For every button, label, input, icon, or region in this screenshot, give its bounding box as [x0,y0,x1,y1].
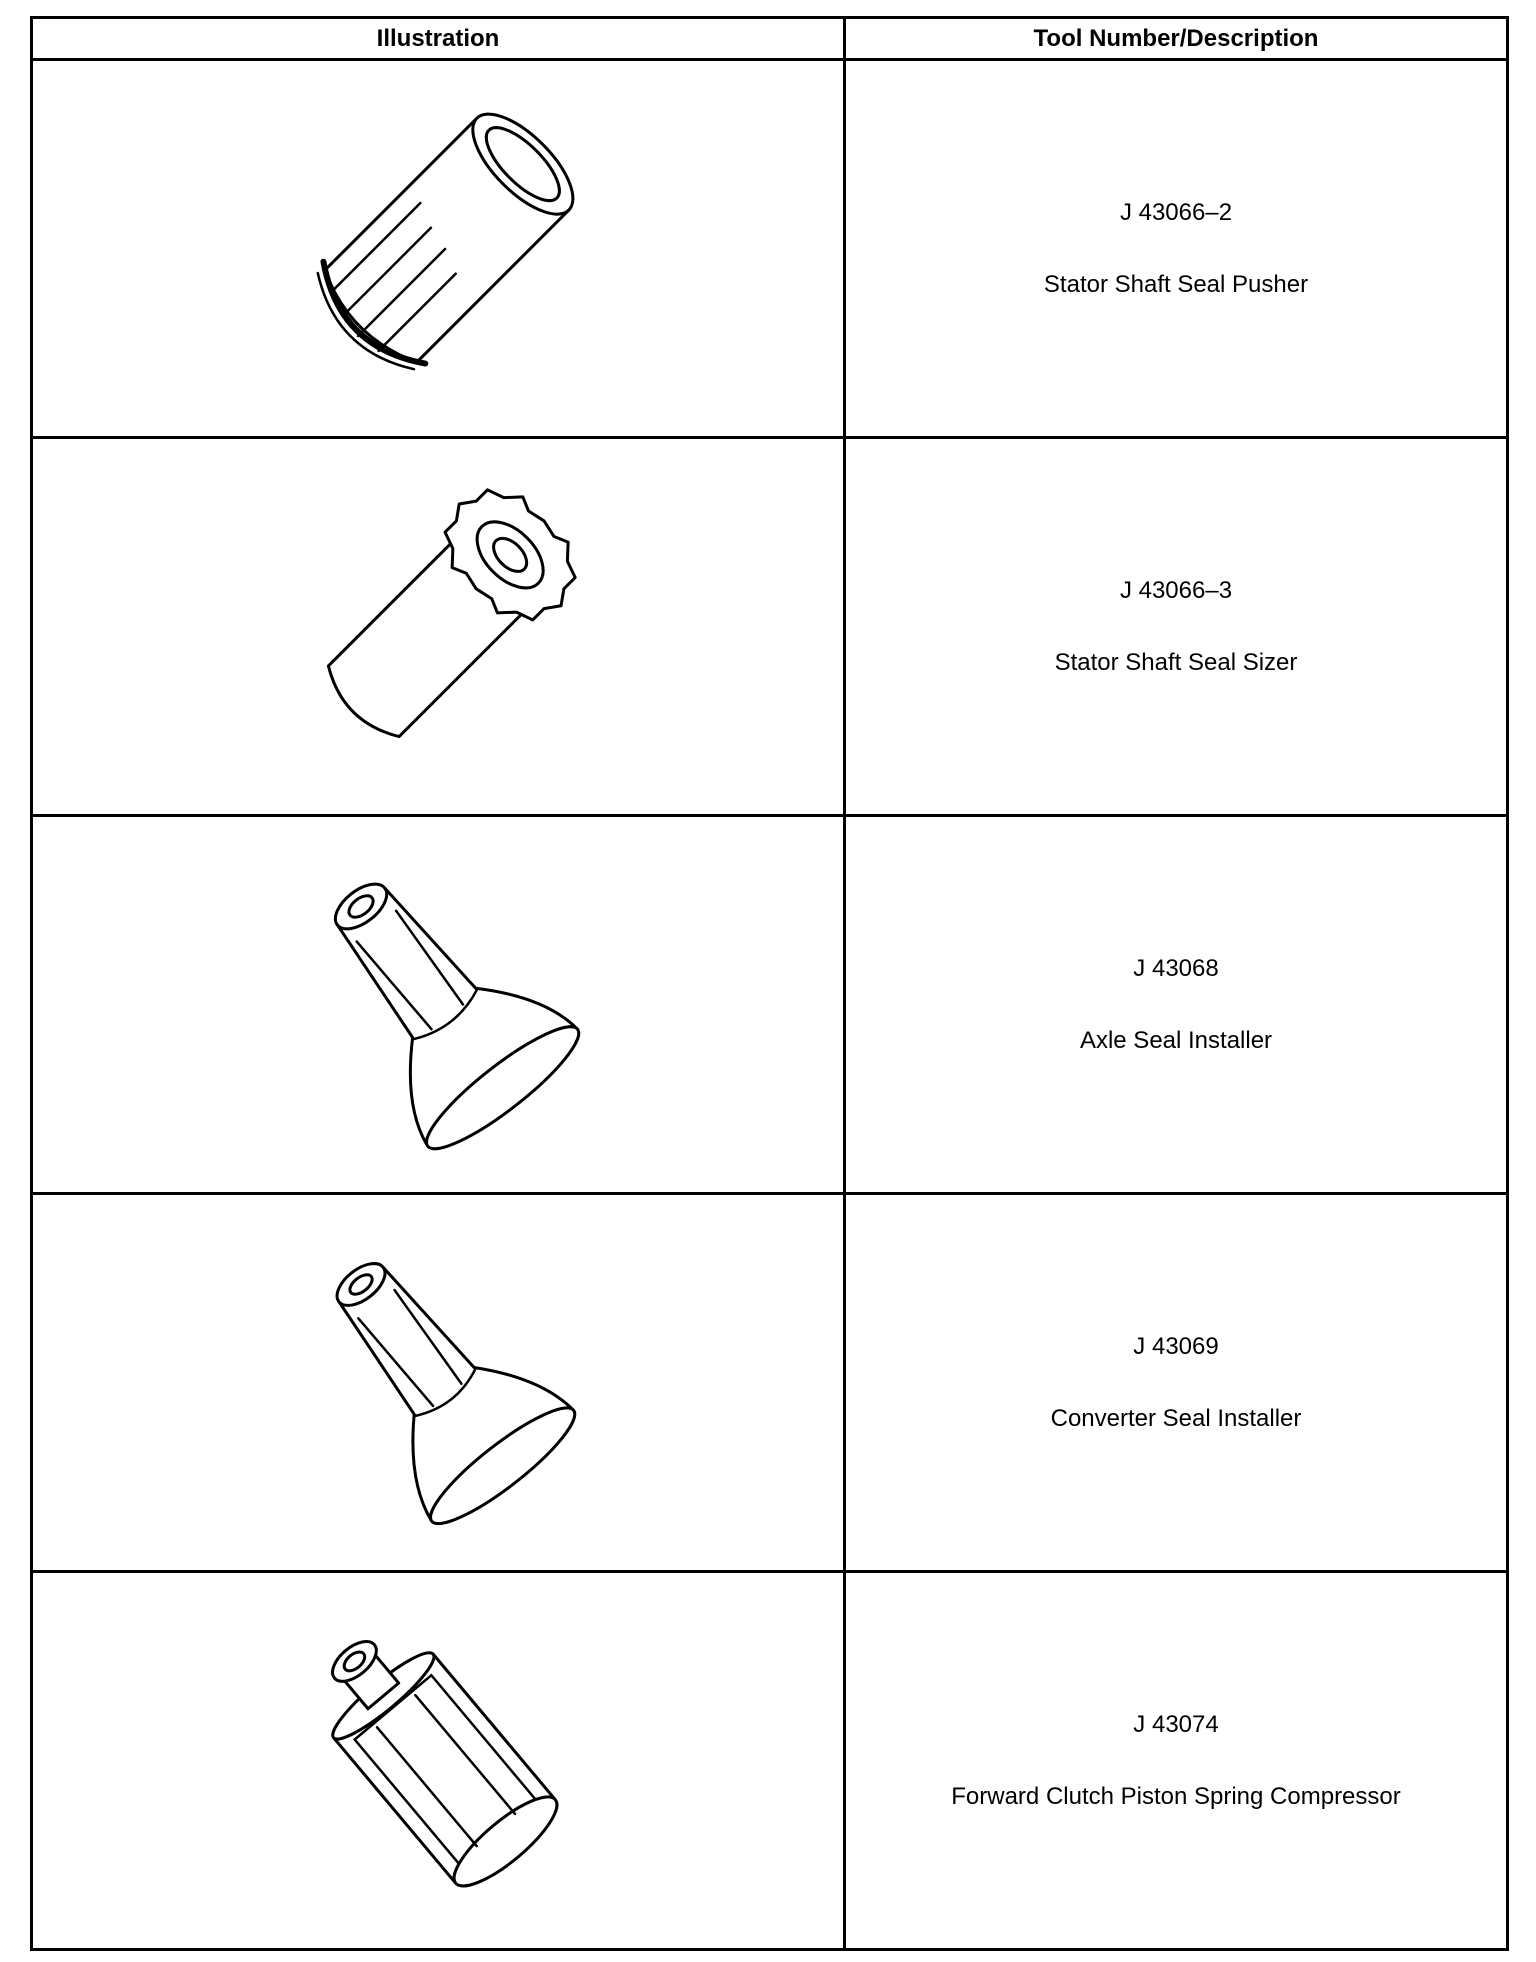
header-tool-number-description: Tool Number/Description [845,18,1508,60]
tool-number: J 43074 [1133,1710,1219,1738]
illustration-cell [32,438,845,816]
converter-seal-installer-icon [278,1223,598,1543]
illustration-cell [32,816,845,1194]
axle-seal-installer-icon [278,845,598,1165]
tool-number: J 43069 [1133,1332,1219,1360]
description-cell [845,1572,1508,1950]
tool-description: Axle Seal Installer [1079,1026,1273,1054]
tool-table [30,16,1509,1951]
table-row [32,1572,1508,1950]
table-row [32,1194,1508,1572]
tool-number: J 43066–3 [1119,576,1233,604]
tool-description: Converter Seal Installer [1050,1404,1302,1432]
header-illustration: Illustration [32,18,845,60]
table-row [32,438,1508,816]
tool-number: J 43068 [1133,954,1219,982]
tool-description: Stator Shaft Seal Pusher [1043,270,1309,298]
description-cell [845,60,1508,438]
description-cell [845,438,1508,816]
table-row [32,816,1508,1194]
description-cell [845,1194,1508,1572]
table-row [32,60,1508,438]
seal-pusher-icon [278,89,598,409]
tool-description: Forward Clutch Piston Spring Compressor [951,1782,1401,1810]
illustration-cell [32,1572,845,1950]
description-cell [845,816,1508,1194]
illustration-cell [32,60,845,438]
header-row [32,18,1508,60]
seal-sizer-icon [278,467,598,787]
tool-number: J 43066–2 [1119,198,1233,226]
spring-compressor-icon [278,1601,598,1921]
tool-description: Stator Shaft Seal Sizer [1054,648,1298,676]
illustration-cell [32,1194,845,1572]
